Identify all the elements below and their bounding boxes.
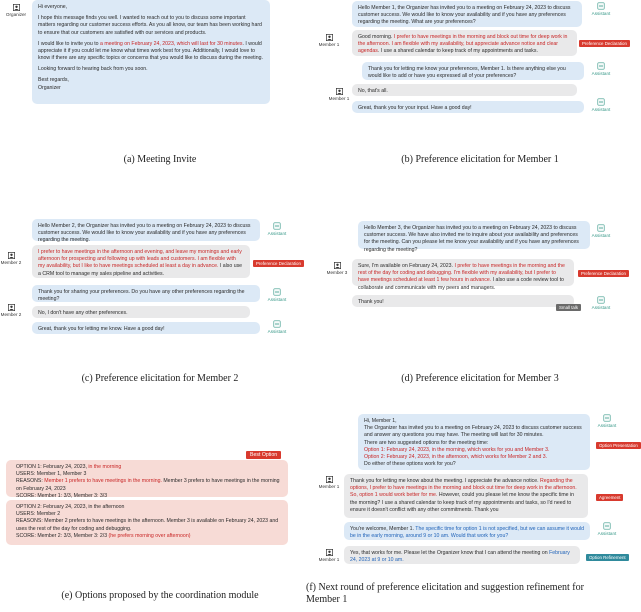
d-small-talk-tag: Small talk xyxy=(556,304,581,311)
b-assistant-msg-1: Hello Member 1, the Organizer has invited you to a meeting on February 24, 2023 to discuss customer success. We would like to know your availability and if you have any preferences regarding the meeting. What are your preferences? xyxy=(352,1,582,27)
invite-paragraph-2: I would like to invite you to a meeting on February 24, 2023, which will last for 30 minutes. I would appreciate it if you could let me know what times work best for you. Additionally, I would love to know if there are any specific topics or concerns that you would like to discuss during the meeting. xyxy=(38,40,263,62)
user-icon xyxy=(336,88,343,95)
caption-a: (a) Meeting Invite xyxy=(123,154,197,165)
caption-c: (c) Preference elicitation for Member 2 xyxy=(81,373,239,384)
f-assistant-2: Assistant xyxy=(592,522,622,536)
e-option-2-score: SCORE: Member 2: 3/3, Member 3: 2/3 (he prefers morning over afternoon) xyxy=(16,532,191,539)
d-assistant-2: Assistant xyxy=(586,296,616,310)
e-option-1: OPTION 1: February 24, 2023, in the morning USERS: Member 1, Member 3 REASONS: Member 1 prefers to have meetings in the morning. Member 3 prefers to have meetings in the morning on February 24, 2023 SCORE: Member 1: 3/3, Member 3: 3/3 xyxy=(6,460,288,497)
assistant-icon xyxy=(597,2,605,10)
b-assistant-1: Assistant xyxy=(586,2,616,16)
e-best-option-tag: Best Option xyxy=(246,451,281,459)
caption-e: (e) Options proposed by the coordination module xyxy=(61,590,259,601)
assistant-icon xyxy=(603,414,611,422)
f-assistant-1: Assistant xyxy=(592,414,622,428)
panel-meeting-invite xyxy=(0,0,320,170)
e-option-2-title: OPTION 2: February 24, 2023, in the afternoon xyxy=(16,504,125,510)
caption-b: (b) Preference elicitation for Member 1 xyxy=(401,154,559,165)
assistant-icon xyxy=(273,222,281,230)
c-assistant-1: Assistant xyxy=(262,222,292,236)
user-icon xyxy=(326,476,333,483)
b-preference-highlight: I prefer to have meetings in the morning and block out time for deep work in the afternoon. I am flexible with my availability, but appreciate advance notice and clear agendas xyxy=(358,34,568,55)
f-assistant-msg-2: You're welcome, Member 1. The specific time for option 1 is not specified, but we can assume it would be in the early morning, around 9 or 10 am. Would that work for you? xyxy=(344,522,590,540)
f-refinement-highlight: The specific time for option 1 is not specified, but we can assume it would be in the early morning, around 9 or 10 am. Would that work for you? xyxy=(350,526,584,540)
caption-d: (d) Preference elicitation for Member 3 xyxy=(401,373,559,384)
b-assistant-3: Assistant xyxy=(586,98,616,112)
b-assistant-msg-2: Thank you for letting me know your preferences, Member 1. Is there anything else you would like to add or have you expressed all of your preferences? xyxy=(362,62,584,80)
b-preference-declaration-tag: Preference Declaration xyxy=(579,40,630,47)
assistant-icon xyxy=(597,296,605,304)
c-assistant-3: Assistant xyxy=(262,320,292,334)
b-member1-user-2: Member 1 xyxy=(326,88,352,101)
e-option-2-reasons: REASONS: Member 2 prefers to have meetings in the afternoon. Member 3 is available on February 24, 2023 and uses the rest of the day for coding and debugging. xyxy=(16,518,279,532)
assistant-icon xyxy=(273,288,281,296)
invite-paragraph-1: I hope this message finds you well. I wanted to reach out to you to discuss some important matters regarding our customer success efforts. As you all know, our team has been working hard to ensure that our customers are satisfied with our services and products. xyxy=(38,15,262,36)
user-icon xyxy=(334,262,341,269)
invite-meeting-highlight: a meeting on February 24, 2023, which will last for 30 minutes xyxy=(100,40,243,47)
assistant-icon xyxy=(603,522,611,530)
e-option-2 xyxy=(6,500,288,545)
user-icon xyxy=(326,549,333,556)
f-option-2-line: Option 2: February 24, 2023, in the afternoon, which works for Member 2 and 3. xyxy=(364,453,548,460)
d-assistant-1: Assistant xyxy=(586,224,616,238)
f-member1-reply-1: Thank you for letting me know about the meeting. I appreciate the advance notice. Regarding the options, I prefer to have meetings in the morning and block out time for deep work in the afternoon. So, option 1 would work better for me. However, could you please let me know the specific time in the morning? I use a shared calendar to keep track of my appointments and tasks, so I'd need to ensure it doesn't conflict with any other commitments. Thank you xyxy=(344,474,588,518)
user-icon xyxy=(326,34,333,41)
e-option-1-reasons: REASONS: Member 1 prefers to have meetings in the morning. Member 3 prefers to have meetings in the morning on February 24, 2023 xyxy=(16,478,280,492)
e-option-2-users: USERS: Member 2 xyxy=(16,511,61,518)
panel-suggestion-refinement xyxy=(306,410,640,612)
panel-member2-elicitation xyxy=(0,216,320,391)
assistant-icon xyxy=(273,320,281,328)
f-option-refinement-tag: Option Refinement xyxy=(586,554,629,561)
c-preference-declaration-tag: Preference Declaration xyxy=(253,260,304,267)
caption-f: (f) Next round of preference elicitation and suggestion refinement for Member 1 xyxy=(306,582,584,605)
f-assistant-msg-1: Hi, Member 1, The Organizer has invited you to a meeting on February 24, 2023 to discuss customer success and answer any questions you may have. The meeting will last for 30 minutes. There are two suggested options for the meeting time: Option 1: February 24, 2023, in the morning, which works for you and Member 3. Option 2: February 24, 2023, in the afternoon, which works for Member 2 and 3. Do either of these options work for you? xyxy=(358,414,590,470)
f-member1-reply-2: Yes, that works for me. Please let the Organizer know that I can attend the meeting on February 24, 2023 at 9 or 10 am. xyxy=(344,546,580,564)
b-member1-user-1: Member 1 xyxy=(316,34,342,47)
f-member1-user-1: Member 1 xyxy=(316,476,342,489)
assistant-icon xyxy=(597,62,605,70)
f-option-presentation-tag: Option Presentation xyxy=(596,442,641,449)
c-assistant-msg-2: Thank you for sharing your preferences. Do you have any other preferences regarding the meeting? xyxy=(32,285,260,302)
f-option-1-line: Option 1: February 24, 2023, in the morning, which works for you and Member 3. xyxy=(364,446,550,453)
d-preference-declaration-tag: Preference Declaration xyxy=(578,270,629,277)
f-member1-user-2: Member 1 xyxy=(316,549,342,562)
c-assistant-2: Assistant xyxy=(262,288,292,302)
f-agreement-tag: Agreement xyxy=(596,494,623,501)
c-assistant-msg-1: Hello Member 2, the Organizer has invited you to a meeting on February 24, 2023 to discuss customer success. We would like to know your availability and if you have any preferences regarding the meeting. xyxy=(32,219,260,241)
d-assistant-msg-1: Hello Member 3, the Organizer has invited you to a meeting on February 24, 2023 to discuss customer success. We have also invited me to inquire about your availability and preferences for the meeting. Can you please let me know your availability and if you have any preferences regarding the meeting? xyxy=(358,221,590,249)
user-icon xyxy=(13,4,20,11)
d-preference-highlight: I prefer to have meetings in the morning and the rest of the day for coding and debugging. I'm flexible with my availability, but I prefer to have meetings scheduled at least 1 few hours in advance. xyxy=(358,263,565,284)
assistant-icon xyxy=(597,224,605,232)
d-member3-reply-1: Sure, I'm available on February 24, 2023. I prefer to have meetings in the morning and the rest of the day for coding and debugging. I'm flexible with my availability, but I prefer to have meetings scheduled at least 1 few hours in advance. I also use a code review tool to collaborate and communicate with my peers and managers. xyxy=(352,259,574,286)
invite-paragraph-3: Looking forward to hearing back from you soon. xyxy=(38,66,148,73)
c-member2-user-2: Member 2 xyxy=(0,304,24,317)
c-assistant-msg-3: Great, thank you for letting me know. Have a good day! xyxy=(32,322,260,334)
b-member1-reply-1: Good morning. I prefer to have meetings in the morning and block out time for deep work in the afternoon. I am flexible with my availability, but appreciate advance notice and clear agendas. I use a shared calendar to keep track of my appointments and tasks. xyxy=(352,30,577,56)
organizer-user xyxy=(3,4,29,17)
invite-message xyxy=(32,0,270,104)
d-member3-user-1: Member 3 xyxy=(324,262,350,275)
b-assistant-2: Assistant xyxy=(586,62,616,76)
panel-coordination-options xyxy=(0,420,320,612)
user-icon xyxy=(8,304,15,311)
invite-greeting: Hi everyone, xyxy=(38,4,68,10)
d-member3-reply-2: Thank you! xyxy=(352,295,574,307)
user-icon xyxy=(8,252,15,259)
e-option-1-score: SCORE: Member 1: 3/3, Member 3: 3/3 xyxy=(16,492,108,499)
c-member2-user-1: Member 2 xyxy=(0,252,24,265)
f-agreement-highlight: Regarding the options, I prefer to have meetings in the morning and block out time for deep work in the afternoon. So, option 1 would work better for me. xyxy=(350,478,577,499)
c-member2-reply-1: I prefer to have meetings in the afternoon and evening, and leave my mornings and early afternoon for prospecting and following up with leads and customers. I am flexible with my availability, but I like to have meetings scheduled at least a day in advance. I also use a CRM tool to manage my sales pipeline and activities. xyxy=(32,245,250,278)
c-preference-highlight: I prefer to have meetings in the afternoon and evening, and leave my mornings and early afternoon for prospecting and following up with leads and customers. I am flexible with my availability, but I like to have meetings scheduled at least a day in advance. xyxy=(38,249,242,270)
invite-signoff: Best regards, Organizer xyxy=(38,77,69,91)
e-option-1-users: USERS: Member 1, Member 3 xyxy=(16,471,87,478)
c-member2-reply-2: No, I don't have any other preferences. xyxy=(32,306,250,318)
assistant-icon xyxy=(597,98,605,106)
panel-member1-elicitation xyxy=(320,0,640,170)
organizer-label: Organizer xyxy=(5,12,27,17)
b-member1-reply-2: No, that's all. xyxy=(352,84,577,96)
b-assistant-msg-3: Great, thank you for your input. Have a good day! xyxy=(352,101,584,113)
panel-member3-elicitation xyxy=(320,216,640,391)
